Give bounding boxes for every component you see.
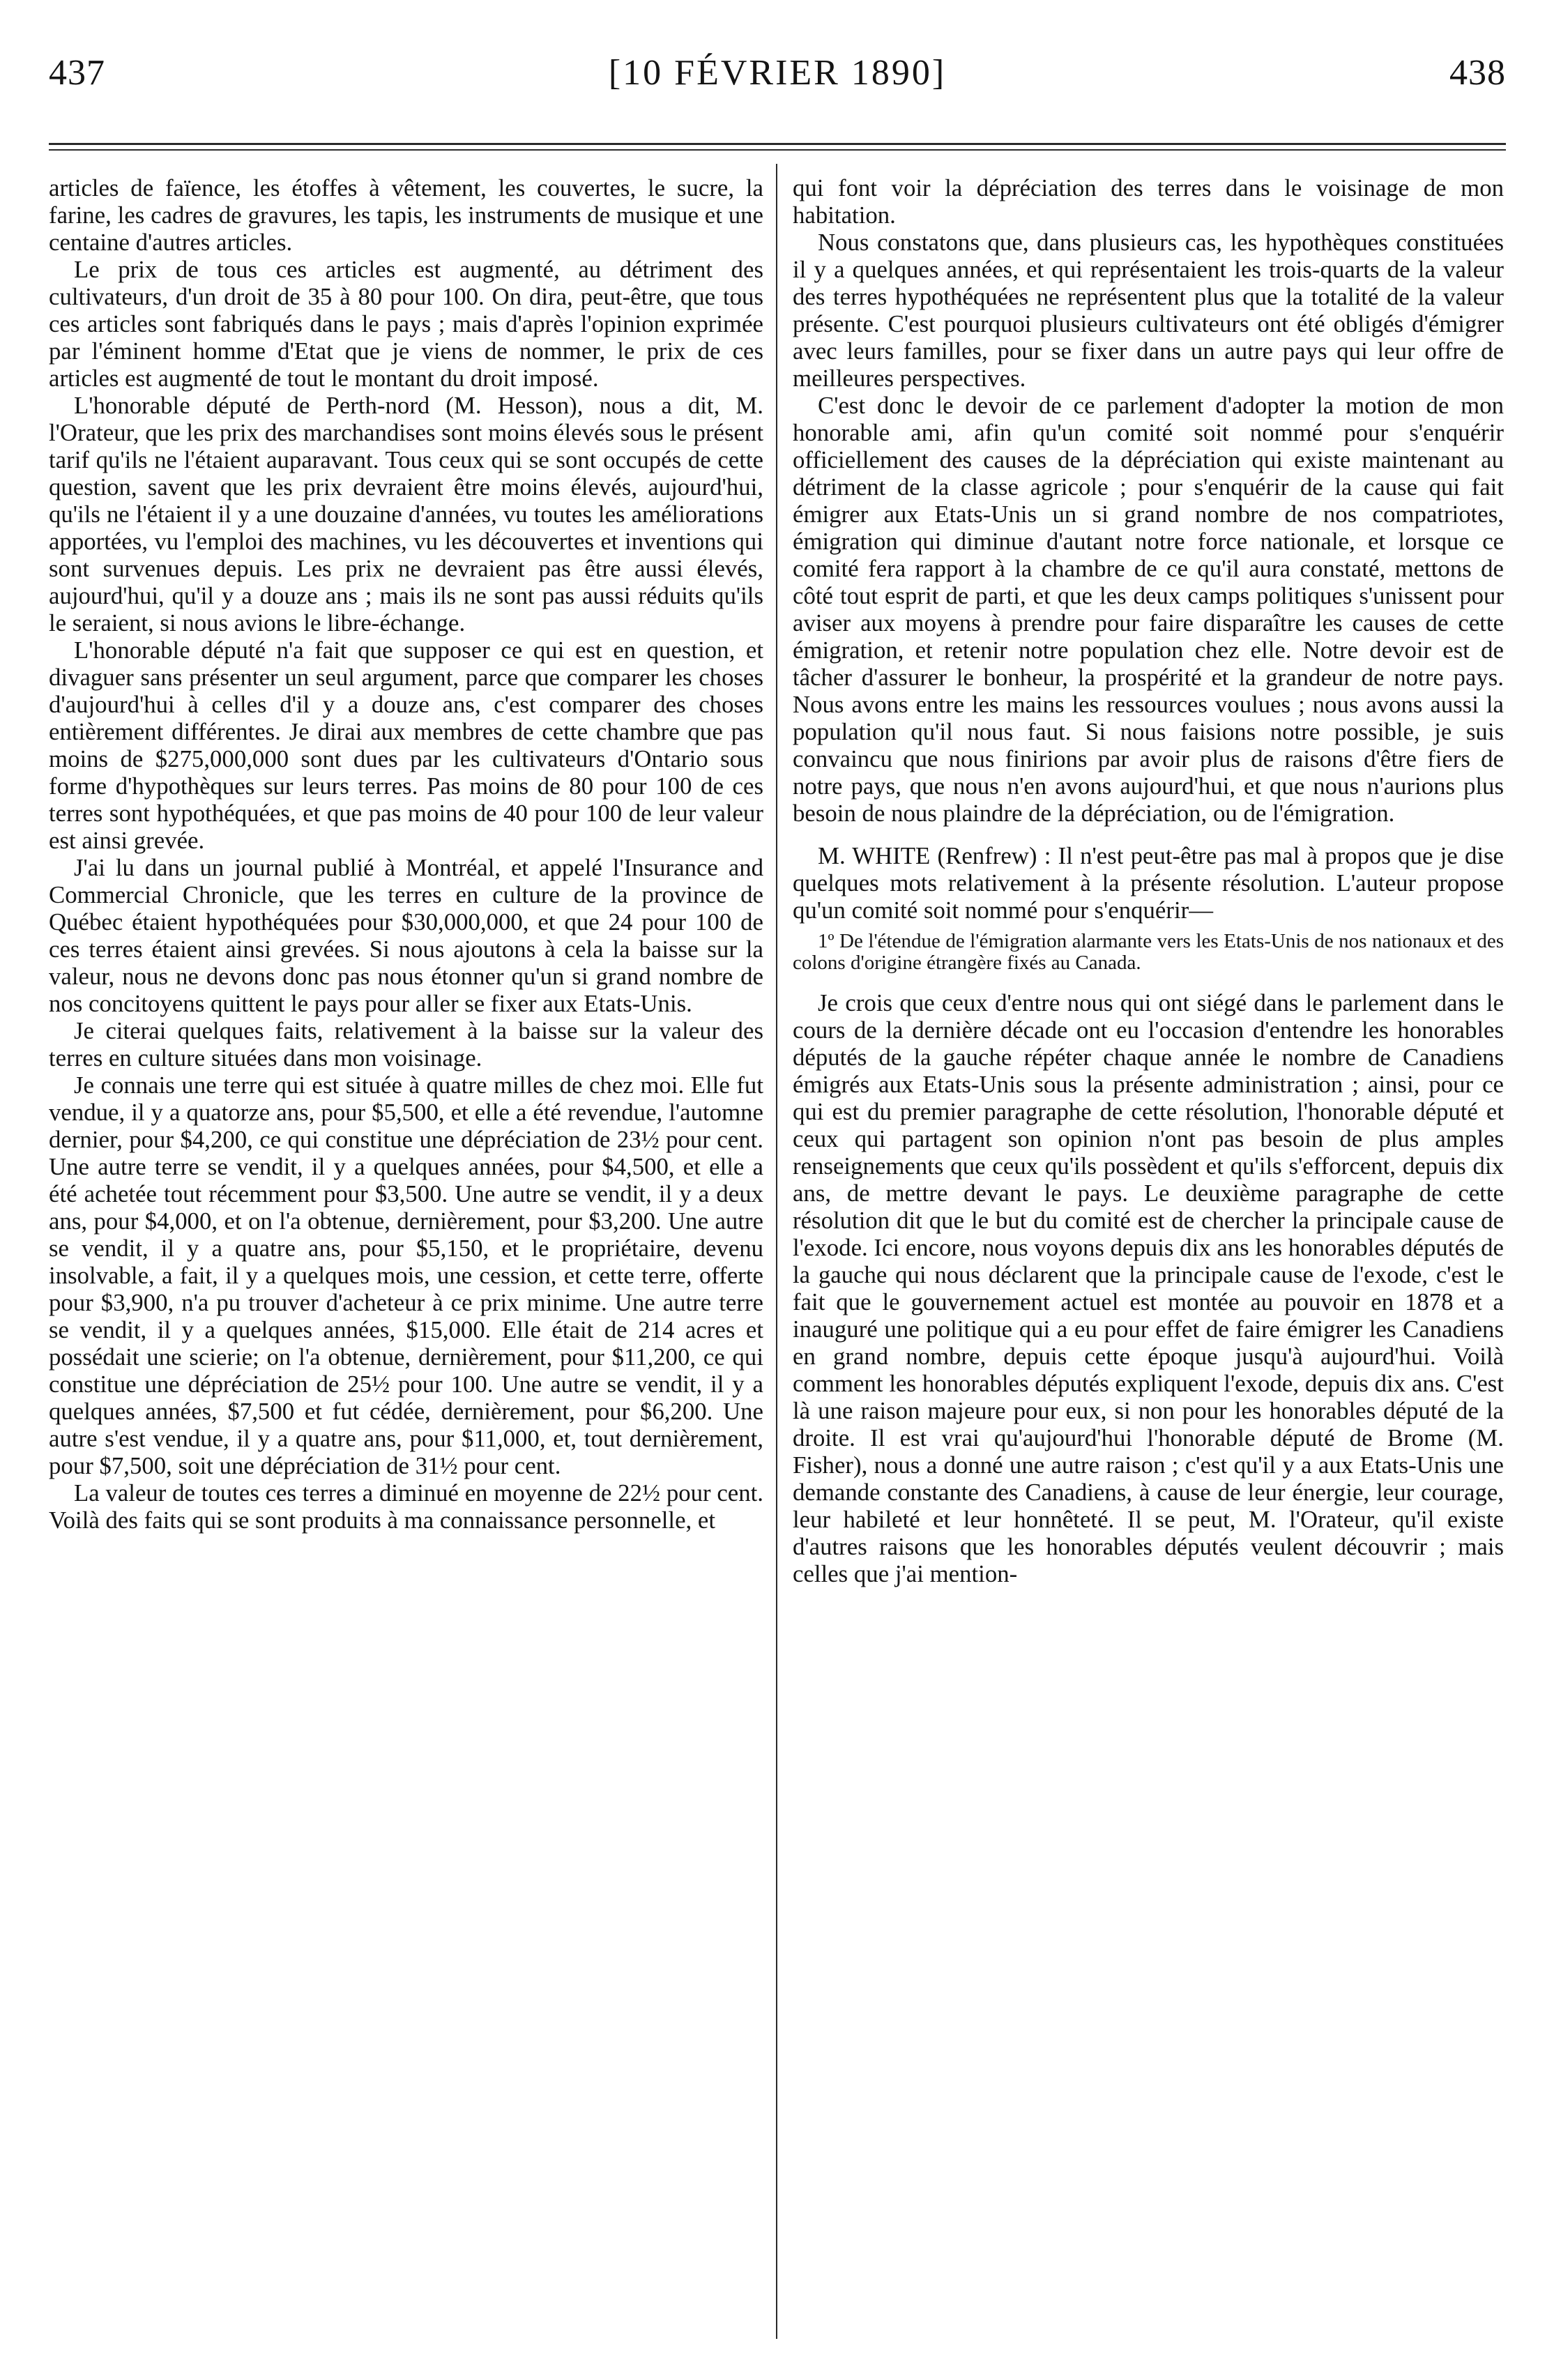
- paragraph: Je crois que ceux d'entre nous qui ont siégé dans le parlement dans le cours de la dernière décade ont eu l'occasion d'entendre les honorables députés de la gauche répéter chaque année le nombre de Canadiens émigrés aux Etats-Unis sous la présente administration ; ainsi, pour ce qui est du premier paragraphe de cette résolution, l'honorable député et ceux qui partagent son opinion n'ont pas besoin de plus amples renseignements que ceux qu'ils possèdent et qu'ils s'efforcent, depuis dix ans, de mettre devant le pays. Le deuxième paragraphe de cette résolution dit que le but du comité est de chercher la principale cause de l'exode. Ici encore, nous voyons depuis dix ans les honorables députés de la gauche qui nous déclarent que la principale cause de l'exode, c'est le fait que le gouvernement actuel est montée au pouvoir en 1878 et a inauguré une politique qui a eu pour effet de faire émigrer les Canadiens en grand nombre, depuis cette époque jusqu'à aujourd'hui. Voilà comment les honorables députés expliquent l'exode, depuis dix ans. C'est là une raison majeure pour eux, si non pour les honorables député de la droite. Il est vrai qu'aujourd'hui l'honorable député de Brome (M. Fisher), nous a donné une autre raison ; c'est qu'il y a aux Etats-Unis une demande constante des Canadiens, à cause de leur énergie, leur courage, leur habileté et leur honnêteté. Il se peut, M. l'Orateur, qu'il existe d'autres raisons que les honorables députés veulent découvrir ; mais celles que j'ai mention-: [793, 989, 1504, 1587]
- page-header: [42, 52, 1513, 101]
- paragraph: qui font voir la dépréciation des terres dans le voisinage de mon habitation.: [793, 174, 1504, 229]
- resolution-quote: 1º De l'étendue de l'émigration alarmante vers les Etats-Unis de nos nationaux et des colons d'origine étrangère fixés au Canada.: [793, 930, 1504, 974]
- paragraph: La valeur de toutes ces terres a diminué en moyenne de 22½ pour cent. Voilà des faits qui se sont produits à ma connaissance personnelle, et: [49, 1479, 763, 1534]
- page-number-right: 438: [1449, 53, 1506, 93]
- paragraph: articles de faïence, les étoffes à vêtement, les couvertes, le sucre, la farine, les cadres de gravures, les tapis, les instruments de musique et une centaine d'autres articles.: [49, 174, 763, 256]
- paragraph: J'ai lu dans un journal publié à Montréal, et appelé l'Insurance and Commercial Chronicle, que les terres en culture de la province de Québec étaient hypothéquées pour $30,000,000, et que 24 pour 100 de ces terres étaient ainsi grevées. Si nous ajoutons à cela la baisse sur la valeur, nous ne devons donc pas nous étonner qu'un si grand nombre de nos concitoyens quittent le pays pour aller se fixer aux Etats-Unis.: [49, 854, 763, 1017]
- paragraph: L'honorable député de Perth-nord (M. Hesson), nous a dit, M. l'Orateur, que les prix des marchandises sont moins élevés sous le présent tarif qu'ils ne l'étaient auparavant. Tous ceux qui se sont occupés de cette question, savent que les prix devraient être moins élevés, aujourd'hui, qu'ils ne l'étaient il y a une douzaine d'années, vu toutes les améliorations apportées, vu l'emploi des machines, vu les découvertes et inventions qui sont survenues depuis. Les prix ne devraient pas être aussi élevés, aujourd'hui, qu'il y a douze ans ; mais ils ne sont pas aussi réduits qu'ils le seraient, si nous avions le libre-échange.: [49, 392, 763, 636]
- column-divider: [776, 164, 777, 2339]
- speaker-paragraph: M. WHITE (Renfrew) : Il n'est peut-être pas mal à propos que je dise quelques mots relativement à la présente résolution. L'auteur propose qu'un comité soit nommé pour s'enquérir—: [793, 842, 1504, 924]
- paragraph: L'honorable député n'a fait que supposer ce qui est en question, et divaguer sans présenter un seul argument, parce que comparer les choses d'aujourd'hui à celles d'il y a douze ans, c'est comparer des choses entièrement différentes. Je dirai aux membres de cette chambre que pas moins de $275,000,000 sont dues par les cultivateurs d'Ontario sous forme d'hypothèques sur leurs terres. Pas moins de 80 pour 100 de ces terres sont hypothéquées, et que pas moins de 40 pour 100 de leur valeur est ainsi grevée.: [49, 636, 763, 854]
- left-column: [49, 174, 763, 1534]
- header-date: [10 FÉVRIER 1890]: [608, 53, 947, 93]
- paragraph: Le prix de tous ces articles est augmenté, au détriment des cultivateurs, d'un droit de 35 à 80 pour 100. On dira, peut-être, que tous ces articles sont fabriqués dans le pays ; mais d'après l'opinion exprimée par l'éminent homme d'Etat que je viens de nommer, le prix de ces articles est augmenté de tout le montant du droit imposé.: [49, 256, 763, 392]
- header-rule-top: [49, 143, 1506, 145]
- paragraph: Je citerai quelques faits, relativement à la baisse sur la valeur des terres en culture situées dans mon voisinage.: [49, 1017, 763, 1071]
- right-column: [793, 174, 1504, 1587]
- header-rule-bottom: [49, 149, 1506, 151]
- paragraph: Nous constatons que, dans plusieurs cas, les hypothèques constituées il y a quelques années, et qui représentaient les trois-quarts de la valeur des terres hypothéquées ne représentent plus que la totalité de la valeur présente. C'est pourquoi plusieurs cultivateurs ont été obligés d'émigrer avec leurs familles, pour se fixer dans un autre pays qui leur offre de meilleures perspectives.: [793, 229, 1504, 392]
- paragraph: C'est donc le devoir de ce parlement d'adopter la motion de mon honorable ami, afin qu'un comité soit nommé pour s'enquérir officiellement des causes de la dépréciation qui existe maintenant au détriment de la classe agricole ; pour s'enquérir de la cause qui fait émigrer aux Etats-Unis un si grand nombre de nos compatriotes, émigration qui diminue d'autant notre force nationale, et lorsque ce comité fera rapport à la chambre de ce qu'il aura constaté, mettons de côté tout esprit de parti, et que les deux camps politiques s'unissent pour aviser aux moyens à prendre pour faire disparaître les causes de cette émigration, et retenir notre population chez elle. Notre devoir est de tâcher d'assurer le bonheur, la prospérité et la grandeur de notre pays. Nous avons entre les mains les ressources voulues ; nous avons aussi la population qu'il nous faut. Si nous faisions notre possible, je suis convaincu que nous finirions par avoir plus de raisons d'être fiers de notre pays, que nous n'en avons aujourd'hui, et que nous n'aurions plus besoin de nous plaindre de la dépréciation, ou de l'émigration.: [793, 392, 1504, 827]
- page-number-left: 437: [49, 53, 105, 93]
- paragraph: Je connais une terre qui est située à quatre milles de chez moi. Elle fut vendue, il y a quatorze ans, pour $5,500, et elle a été revendue, l'automne dernier, pour $4,200, ce qui constitue une dépréciation de 23½ pour cent. Une autre terre se vendit, il y a quelques années, pour $4,500, et elle a été achetée tout récemment pour $3,500. Une autre se vendit, il y a deux ans, pour $4,000, et on l'a obtenue, dernièrement, pour $3,200. Une autre se vendit, il y a quatre ans, pour $5,150, et le propriétaire, devenu insolvable, a fait, il y a quelques mois, une cession, et cette terre, offerte pour $3,900, n'a pu trouver d'acheteur à ce prix minime. Une autre terre se vendit, il y a quelques années, $15,000. Elle était de 214 acres et possédait une scierie; on l'a obtenue, dernièrement, pour $11,200, ce qui constitue une dépréciation de 25½ pour 100. Une autre se vendit, il y a quelques années, $7,500 et fut cédée, dernièrement, pour $6,200. Une autre s'est vendue, il y a quatre ans, pour $11,000, et, tout dernièrement, pour $7,500, soit une dépréciation de 31½ pour cent.: [49, 1071, 763, 1479]
